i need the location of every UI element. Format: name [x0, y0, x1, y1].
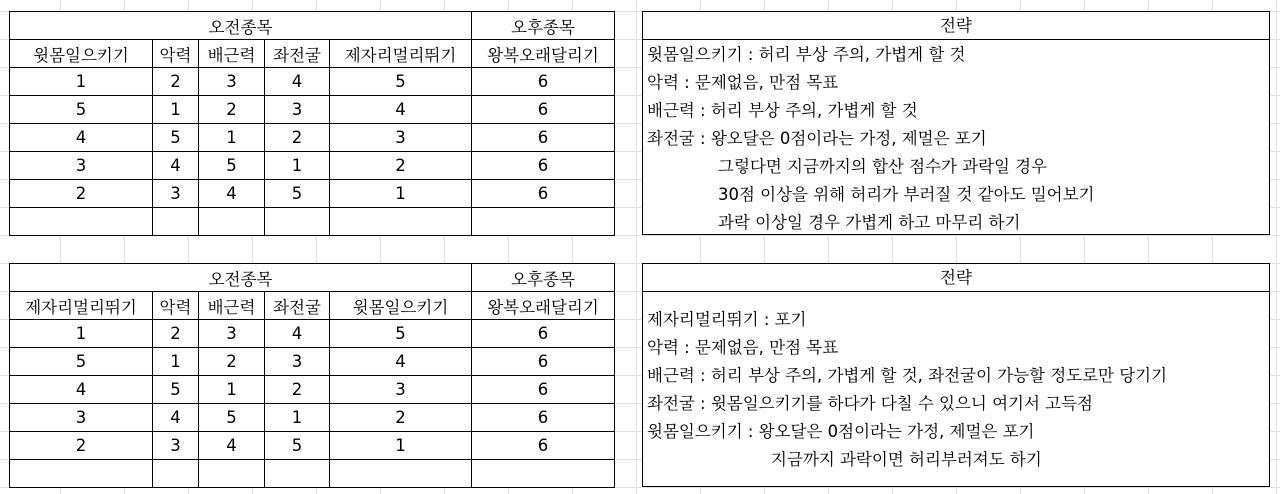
empty-cell[interactable]	[153, 208, 199, 236]
column-header[interactable]: 윗몸일으키기	[10, 40, 153, 68]
table-cell[interactable]: 4	[265, 320, 330, 348]
table-cell[interactable]: 2	[153, 320, 199, 348]
table-cell[interactable]: 5	[10, 96, 153, 124]
empty-cell[interactable]	[199, 208, 265, 236]
column-header[interactable]: 배근력	[199, 292, 265, 320]
table-cell[interactable]: 1	[153, 96, 199, 124]
table-cell[interactable]: 4	[153, 404, 199, 432]
table-cell[interactable]: 6	[472, 404, 615, 432]
table-cell[interactable]: 2	[199, 96, 265, 124]
table-cell[interactable]: 4	[10, 376, 153, 404]
table-cell[interactable]: 4	[330, 348, 472, 376]
column-header[interactable]: 제자리멀리뛰기	[330, 40, 472, 68]
table-cell[interactable]: 5	[330, 68, 472, 96]
table-cell[interactable]: 2	[10, 180, 153, 208]
table-cell[interactable]: 5	[330, 320, 472, 348]
column-header[interactable]: 왕복오래달리기	[472, 292, 615, 320]
schedule-table-2	[9, 263, 615, 488]
table-cell[interactable]: 4	[199, 432, 265, 460]
table-cell[interactable]: 3	[153, 180, 199, 208]
column-header[interactable]: 제자리멀리뛰기	[10, 292, 153, 320]
table-cell[interactable]: 1	[265, 152, 330, 180]
empty-cell[interactable]	[472, 460, 615, 488]
strategy-box-1[interactable]	[642, 11, 1270, 235]
strategy-line: 30점 이상을 위해 허리가 부러질 것 같아도 밀어보기	[718, 185, 1095, 204]
table-cell[interactable]: 3	[330, 124, 472, 152]
table-cell[interactable]: 2	[10, 432, 153, 460]
table-cell[interactable]: 6	[472, 152, 615, 180]
strategy-line: 악력 : 문제없음, 만점 목표	[647, 338, 839, 357]
morning-events-header[interactable]: 오전종목	[10, 264, 472, 292]
empty-cell[interactable]	[199, 460, 265, 488]
table-row	[10, 96, 615, 124]
strategy-body	[643, 292, 1269, 474]
empty-cell[interactable]	[330, 208, 472, 236]
table-cell[interactable]: 5	[10, 348, 153, 376]
column-header[interactable]: 좌전굴	[265, 292, 330, 320]
strategy-line: 좌전굴 : 왕오달은 0점이라는 가정, 제멀은 포기	[647, 129, 987, 148]
table-cell[interactable]: 1	[199, 376, 265, 404]
table-cell[interactable]: 6	[472, 68, 615, 96]
afternoon-events-header[interactable]: 오후종목	[472, 264, 615, 292]
table-row	[10, 68, 615, 96]
table-row	[10, 124, 615, 152]
table-row	[10, 320, 615, 348]
strategy-box-2[interactable]	[642, 263, 1270, 487]
table-cell[interactable]: 1	[330, 432, 472, 460]
table-cell[interactable]: 4	[199, 180, 265, 208]
strategy-body	[643, 40, 1269, 237]
table-cell[interactable]: 3	[199, 320, 265, 348]
table-cell[interactable]: 6	[472, 96, 615, 124]
strategy-line: 배근력 : 허리 부상 주의, 가볍게 할 것	[647, 101, 918, 120]
afternoon-events-header[interactable]: 오후종목	[472, 12, 615, 40]
table-cell[interactable]: 3	[153, 432, 199, 460]
table-cell[interactable]: 1	[10, 68, 153, 96]
empty-cell[interactable]	[10, 460, 153, 488]
strategy-line: 배근력 : 허리 부상 주의, 가볍게 할 것, 좌전굴이 가능할 정도로만 당기기	[647, 366, 1168, 385]
table-cell[interactable]: 3	[265, 96, 330, 124]
strategy-line: 그렇다면 지금까지의 합산 점수가 과락일 경우	[718, 157, 1048, 176]
table-cell[interactable]: 2	[330, 404, 472, 432]
table-cell[interactable]: 3	[199, 68, 265, 96]
table-cell[interactable]: 5	[265, 180, 330, 208]
table-cell[interactable]: 4	[330, 96, 472, 124]
table-cell[interactable]: 2	[265, 376, 330, 404]
table-row	[10, 376, 615, 404]
empty-cell[interactable]	[265, 208, 330, 236]
table-row	[10, 180, 615, 208]
table-cell[interactable]: 1	[199, 124, 265, 152]
empty-cell[interactable]	[153, 460, 199, 488]
empty-cell[interactable]	[472, 208, 615, 236]
table-cell[interactable]: 4	[10, 124, 153, 152]
table-cell[interactable]: 4	[153, 152, 199, 180]
table-cell[interactable]: 6	[472, 180, 615, 208]
table-cell[interactable]: 4	[265, 68, 330, 96]
column-header[interactable]: 왕복오래달리기	[472, 40, 615, 68]
strategy-line: 과락 이상일 경우 가볍게 하고 마무리 하기	[718, 213, 1021, 232]
table-row	[10, 348, 615, 376]
morning-events-header[interactable]: 오전종목	[10, 12, 472, 40]
table-cell[interactable]: 3	[10, 404, 153, 432]
column-header[interactable]: 악력	[153, 40, 199, 68]
table-cell[interactable]: 5	[265, 432, 330, 460]
table-row	[10, 432, 615, 460]
table-cell[interactable]: 2	[199, 348, 265, 376]
table-cell[interactable]: 5	[199, 152, 265, 180]
table-cell[interactable]: 3	[330, 376, 472, 404]
table-cell[interactable]: 6	[472, 320, 615, 348]
strategy-title: 전략	[643, 12, 1269, 40]
table-cell[interactable]: 6	[472, 124, 615, 152]
empty-cell[interactable]	[10, 208, 153, 236]
table-cell[interactable]: 6	[472, 348, 615, 376]
table-row	[10, 404, 615, 432]
table-cell[interactable]: 6	[472, 432, 615, 460]
column-header[interactable]: 좌전굴	[265, 40, 330, 68]
table-cell[interactable]: 5	[199, 404, 265, 432]
table-cell[interactable]: 2	[153, 68, 199, 96]
strategy-line: 제자리멀리뛰기 : 포기	[647, 310, 807, 329]
strategy-line: 악력 : 문제없음, 만점 목표	[647, 73, 839, 92]
column-header[interactable]: 윗몸일으키기	[330, 292, 472, 320]
table-cell[interactable]: 5	[153, 124, 199, 152]
strategy-line: 좌전굴 : 윗몸일으키기를 하다가 다칠 수 있으니 여기서 고득점	[647, 394, 1093, 413]
table-cell[interactable]: 3	[10, 152, 153, 180]
strategy-line: 윗몸일으키기 : 허리 부상 주의, 가볍게 할 것	[647, 45, 966, 64]
table-cell[interactable]: 1	[265, 404, 330, 432]
strategy-line: 지금까지 과락이면 허리부러져도 하기	[771, 450, 1042, 469]
schedule-table-1	[9, 11, 615, 236]
empty-cell[interactable]	[265, 460, 330, 488]
table-cell[interactable]: 5	[153, 376, 199, 404]
table-row-empty	[10, 208, 615, 236]
column-header[interactable]: 악력	[153, 292, 199, 320]
table-cell[interactable]: 1	[153, 348, 199, 376]
strategy-title: 전략	[643, 264, 1269, 292]
table-row	[10, 152, 615, 180]
table-row-empty	[10, 460, 615, 488]
table-cell[interactable]: 1	[10, 320, 153, 348]
column-header[interactable]: 배근력	[199, 40, 265, 68]
strategy-line: 윗몸일으키기 : 왕오달은 0점이라는 가정, 제멀은 포기	[647, 422, 1035, 441]
table-cell[interactable]: 3	[265, 348, 330, 376]
table-cell[interactable]: 2	[265, 124, 330, 152]
empty-cell[interactable]	[330, 460, 472, 488]
table-cell[interactable]: 2	[330, 152, 472, 180]
table-cell[interactable]: 1	[330, 180, 472, 208]
table-cell[interactable]: 6	[472, 376, 615, 404]
